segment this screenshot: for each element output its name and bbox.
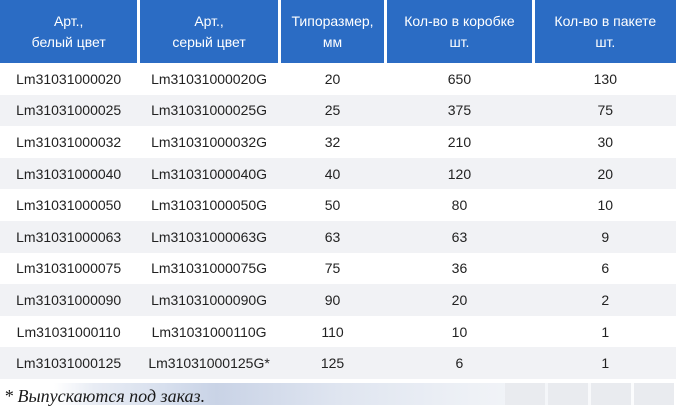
header-text: Типоразмер,: [291, 12, 374, 29]
cell-article-white: Lm31031000110: [16, 323, 121, 340]
header-cell-size: [281, 0, 385, 63]
cell-size: 90: [324, 291, 341, 308]
header-cell-box-qty: [387, 0, 531, 63]
header-cell-article-grey: [140, 0, 277, 63]
cell-pack-qty: 2: [601, 291, 610, 308]
cell-article-grey: Lm31031000063G: [151, 228, 268, 245]
header-text: Арт.,: [194, 12, 224, 29]
cell-article-white: Lm31031000125: [16, 355, 122, 372]
cell-box-qty: 6: [455, 355, 464, 372]
footer-block: [634, 383, 674, 405]
cell-article-white: Lm31031000063: [16, 228, 122, 245]
header-text: мм: [322, 33, 343, 50]
header-cell-article-white: [0, 0, 137, 63]
table-row: [0, 253, 676, 285]
cell-pack-qty: 9: [601, 228, 610, 245]
table-header: [0, 0, 676, 63]
cell-box-qty: 210: [447, 133, 472, 150]
cell-box-qty: 80: [451, 197, 468, 214]
cell-article-white: Lm31031000020: [16, 70, 122, 87]
header-text: серый цвет: [172, 33, 246, 50]
cell-article-grey: Lm31031000125G*: [148, 355, 270, 372]
footer-block: [505, 383, 545, 405]
cell-box-qty: 36: [451, 260, 468, 277]
table-row: [0, 63, 676, 95]
cell-pack-qty: 130: [593, 70, 617, 87]
cell-article-white: Lm31031000090: [16, 291, 122, 308]
cell-box-qty: 20: [451, 291, 468, 308]
cell-pack-qty: 10: [597, 197, 614, 214]
cell-pack-qty: 20: [597, 165, 614, 182]
cell-pack-qty: 1: [601, 355, 610, 372]
footnote: * Выпускаются под заказ.: [4, 386, 206, 406]
header-text: Кол-во в пакете: [554, 12, 657, 29]
cell-pack-qty: 1: [601, 323, 610, 340]
footer-block: [548, 383, 588, 405]
table-row: [0, 284, 676, 316]
cell-size: 50: [324, 197, 341, 214]
cell-pack-qty: 75: [597, 102, 614, 119]
cell-size: 125: [320, 355, 345, 372]
cell-size: 20: [324, 70, 341, 87]
footer-block: [591, 383, 631, 405]
cell-size: 25: [324, 102, 341, 119]
cell-size: 110: [321, 323, 344, 340]
cell-size: 75: [324, 260, 341, 277]
cell-box-qty: 63: [451, 228, 468, 245]
cell-box-qty: 120: [447, 165, 472, 182]
cell-box-qty: 375: [447, 102, 472, 119]
header-cell-pack-qty: [535, 0, 676, 63]
table-row: [0, 221, 676, 253]
cell-article-white: Lm31031000075: [16, 260, 122, 277]
cell-box-qty: 650: [447, 70, 472, 87]
header-text: шт.: [449, 33, 470, 50]
table-row: [0, 316, 676, 348]
cell-size: 63: [324, 228, 341, 245]
cell-article-white: Lm31031000040: [16, 165, 122, 182]
cell-pack-qty: 30: [597, 133, 614, 150]
cell-article-grey: Lm31031000050G: [151, 197, 268, 214]
table-row: [0, 189, 676, 221]
header-text: Кол-во в коробке: [404, 12, 515, 29]
cell-box-qty: 10: [451, 323, 468, 340]
cell-article-grey: Lm31031000110G: [151, 323, 267, 340]
cell-article-grey: Lm31031000040G: [151, 165, 268, 182]
header-text: шт.: [595, 33, 616, 50]
cell-article-grey: Lm31031000020G: [151, 70, 268, 87]
table-row: [0, 347, 676, 379]
cell-article-white: Lm31031000032: [16, 133, 122, 150]
cell-article-grey: Lm31031000032G: [151, 133, 268, 150]
table-row: [0, 95, 676, 127]
cell-size: 40: [324, 165, 341, 182]
cell-article-grey: Lm31031000090G: [151, 291, 268, 308]
footer-decoration: [505, 383, 676, 405]
cell-size: 32: [324, 133, 341, 150]
table-row: [0, 158, 676, 190]
cell-article-white: Lm31031000025: [16, 102, 122, 119]
header-text: Арт.,: [53, 12, 84, 29]
cell-article-grey: Lm31031000075G: [151, 260, 268, 277]
cell-article-grey: Lm31031000025G: [151, 102, 268, 119]
cell-article-white: Lm31031000050: [16, 197, 122, 214]
header-text: белый цвет: [31, 33, 106, 50]
cell-pack-qty: 6: [601, 260, 610, 277]
table-row: [0, 126, 676, 158]
